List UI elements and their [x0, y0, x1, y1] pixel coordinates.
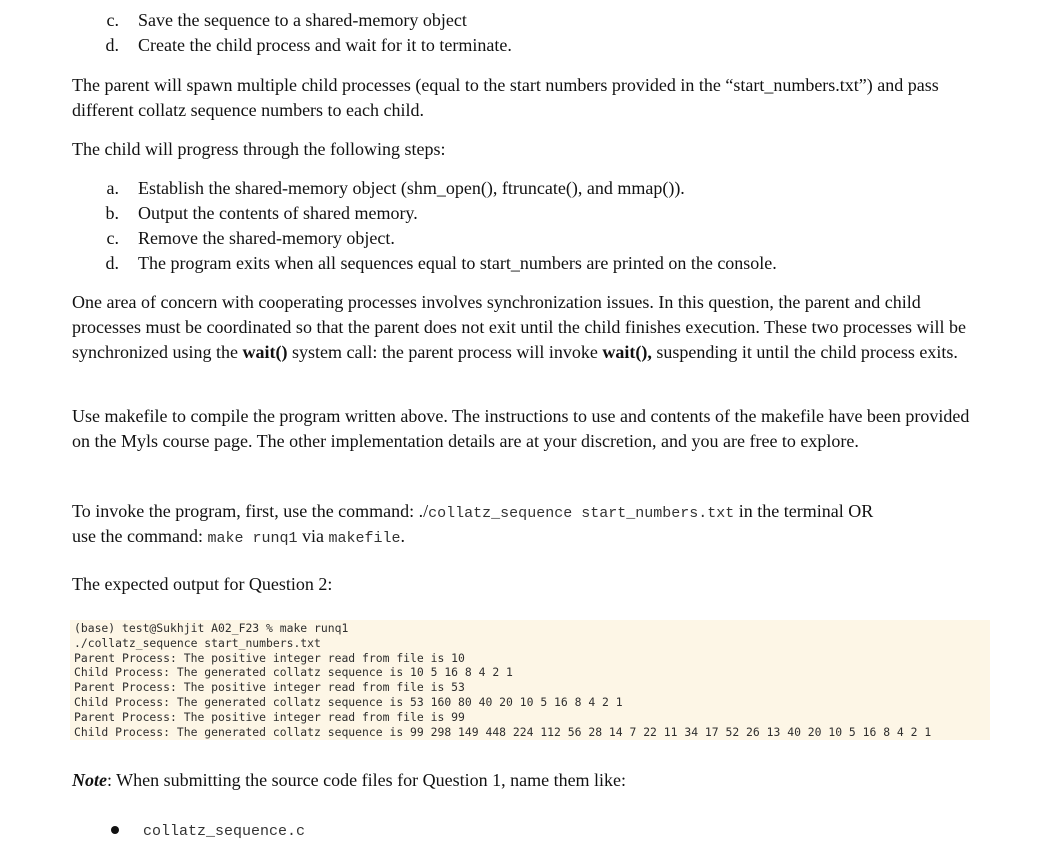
- terminal-line: Parent Process: The positive integer read from file is 99: [74, 709, 465, 724]
- source-file-name: collatz_sequence.c: [143, 823, 306, 840]
- note-line: [72, 769, 626, 791]
- spawn-paragraph: The parent will spawn multiple child processes (equal to the start numbers provided in the “start_numbers.txt”) and pass different collatz sequence numbers to each child.: [72, 75, 939, 120]
- invoke-text: via: [297, 526, 329, 546]
- sync-text-2: system call: the parent process will invoke: [287, 342, 603, 362]
- note-label: Note: [72, 770, 107, 790]
- list-letter: d.: [105, 35, 119, 55]
- invoke-line-2: [72, 525, 405, 550]
- list-letter: d.: [105, 253, 119, 273]
- child-intro: The child will progress through the following steps:: [72, 139, 446, 159]
- invoke-text: .: [400, 526, 405, 546]
- terminal-line: Parent Process: The positive integer read from file is 53: [74, 680, 465, 695]
- list-letter: a.: [106, 178, 119, 198]
- wait-call-2: wait(),: [602, 342, 652, 362]
- makefile-code: makefile: [328, 530, 401, 547]
- terminal-line: Parent Process: The positive integer read from file is 10: [74, 650, 465, 665]
- invoke-text: use the command:: [72, 526, 208, 546]
- invoke-text: in the terminal OR: [734, 501, 874, 521]
- terminal-line: Child Process: The generated collatz sequence is 99 298 149 448 224 112 56 28 14 7 22 11 34 17 52 26 13 40 20 10 5 16 8 4 2 1: [74, 724, 932, 739]
- list-letter: c.: [106, 10, 119, 30]
- terminal-output: [70, 620, 990, 740]
- sync-text-1: One area of concern with cooperating processes involves synchronization issues. In this question, the parent and child processes must be coordinated so that the parent does not exit until the child finishes execution. These two processes will be synchronized using the: [72, 292, 966, 362]
- sync-text-3: suspending it until the child process exits.: [651, 342, 958, 362]
- terminal-line: (base) test@Sukhjit A02_F23 % make runq1: [74, 621, 349, 635]
- list-text: Output the contents of shared memory.: [138, 203, 418, 223]
- invoke-line-1: [72, 500, 873, 525]
- bullet-icon: [111, 826, 119, 834]
- list-letter: b.: [105, 203, 119, 223]
- make-command-code: make runq1: [207, 530, 298, 547]
- invoke-text: To invoke the program, first, use the command: ./: [72, 501, 429, 521]
- list-text: Create the child process and wait for it to terminate.: [138, 35, 512, 55]
- list-letter: c.: [106, 228, 119, 248]
- terminal-line: Child Process: The generated collatz sequence is 10 5 16 8 4 2 1: [74, 665, 513, 680]
- list-text: Save the sequence to a shared-memory object: [138, 10, 467, 30]
- makefile-paragraph: Use makefile to compile the program written above. The instructions to use and contents of the makefile have been provided on the Myls course page. The other implementation details are at your discretion, and you are free to explore.: [72, 406, 970, 451]
- sync-paragraph: [72, 290, 982, 365]
- expected-output-label: The expected output for Question 2:: [72, 574, 333, 594]
- list-text: Establish the shared-memory object (shm_open(), ftruncate(), and mmap()).: [138, 178, 685, 198]
- invoke-command-code: collatz_sequence start_numbers.txt: [428, 505, 735, 522]
- note-text: : When submitting the source code files for Question 1, name them like:: [107, 770, 627, 790]
- list-text: The program exits when all sequences equal to start_numbers are printed on the console.: [138, 253, 777, 273]
- terminal-line: Child Process: The generated collatz sequence is 53 160 80 40 20 10 5 16 8 4 2 1: [74, 695, 623, 709]
- list-text: Remove the shared-memory object.: [138, 228, 395, 248]
- wait-call: wait(): [242, 342, 288, 362]
- terminal-line: ./collatz_sequence start_numbers.txt: [74, 635, 321, 650]
